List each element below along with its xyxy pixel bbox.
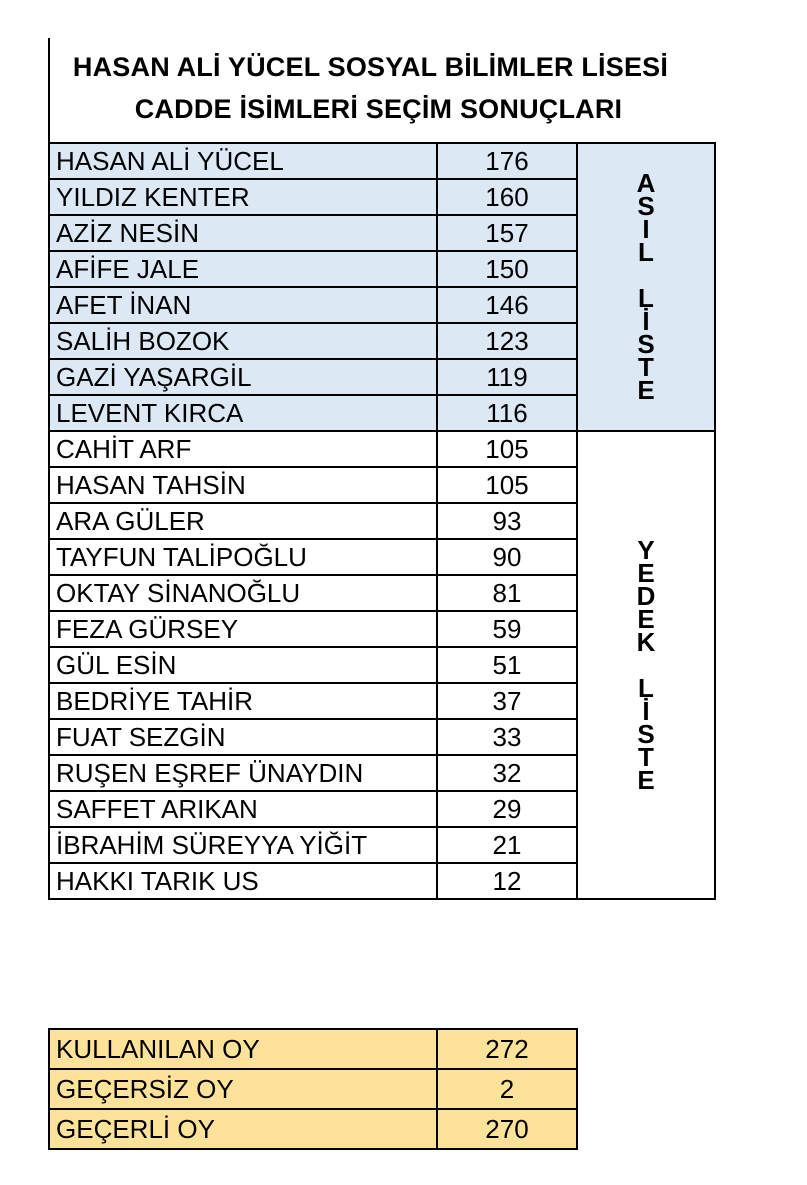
vote-count: 116 bbox=[437, 395, 577, 431]
vote-count: 12 bbox=[437, 863, 577, 899]
candidate-name: HAKKI TARIK US bbox=[49, 863, 437, 899]
candidate-name: GEÇERSİZ OY bbox=[49, 1069, 437, 1109]
vote-count: 119 bbox=[437, 359, 577, 395]
vote-count: 176 bbox=[437, 143, 577, 179]
candidate-name: CAHİT ARF bbox=[49, 431, 437, 467]
side-label-letter: E bbox=[637, 557, 655, 588]
candidate-name: SALİH BOZOK bbox=[49, 323, 437, 359]
vote-count: 32 bbox=[437, 755, 577, 791]
vote-count: 29 bbox=[437, 791, 577, 827]
vote-count: 90 bbox=[437, 539, 577, 575]
vote-count: 51 bbox=[437, 647, 577, 683]
side-label-letter: S bbox=[637, 718, 655, 749]
vote-count: 21 bbox=[437, 827, 577, 863]
candidate-name: HASAN TAHSİN bbox=[49, 467, 437, 503]
candidate-name: LEVENT KIRCA bbox=[49, 395, 437, 431]
asil-liste-label bbox=[577, 143, 715, 431]
side-label-letter: D bbox=[636, 580, 656, 611]
results-table bbox=[48, 142, 716, 900]
candidate-name: AZİZ NESİN bbox=[49, 215, 437, 251]
side-label-letter: İ bbox=[642, 306, 650, 336]
vote-count: 2 bbox=[437, 1069, 577, 1109]
vote-count: 33 bbox=[437, 719, 577, 755]
side-label-letter: E bbox=[637, 764, 655, 795]
candidate-name: KULLANILAN OY bbox=[49, 1029, 437, 1069]
vote-count: 150 bbox=[437, 251, 577, 287]
candidate-name: BEDRİYE TAHİR bbox=[49, 683, 437, 719]
side-label-letter: I bbox=[642, 214, 650, 244]
candidate-name: RUŞEN EŞREF ÜNAYDIN bbox=[49, 755, 437, 791]
side-label-letter: A bbox=[636, 168, 656, 198]
candidate-name: YILDIZ KENTER bbox=[49, 179, 437, 215]
candidate-name: OKTAY SİNANOĞLU bbox=[49, 575, 437, 611]
vote-count: 105 bbox=[437, 431, 577, 467]
table-row bbox=[49, 1069, 577, 1109]
side-label-letter: L bbox=[638, 237, 654, 267]
side-label-letter: K bbox=[636, 626, 656, 657]
vote-count: 146 bbox=[437, 287, 577, 323]
vote-count: 272 bbox=[437, 1029, 577, 1069]
candidate-name: GÜL ESİN bbox=[49, 647, 437, 683]
page-title: HASAN ALİ YÜCEL SOSYAL BİLİMLER LİSESİ bbox=[72, 52, 669, 82]
candidate-name: ARA GÜLER bbox=[49, 503, 437, 539]
vote-count: 160 bbox=[437, 179, 577, 215]
vote-totals-table bbox=[48, 1028, 578, 1150]
page-subtitle: CADDE İSİMLERİ SEÇİM SONUÇLARI bbox=[134, 94, 623, 124]
side-label-letter: L bbox=[638, 283, 654, 313]
vote-count: 157 bbox=[437, 215, 577, 251]
table-row bbox=[49, 1029, 577, 1069]
candidate-name: AFİFE JALE bbox=[49, 251, 437, 287]
yedek-liste-label bbox=[577, 431, 715, 899]
candidate-name: GAZİ YAŞARGİL bbox=[49, 359, 437, 395]
side-label-letter: Y bbox=[637, 534, 655, 565]
side-label-letter: L bbox=[638, 672, 654, 703]
vote-count: 59 bbox=[437, 611, 577, 647]
vote-count: 270 bbox=[437, 1109, 577, 1149]
side-label-letter: T bbox=[638, 352, 654, 382]
vote-count: 81 bbox=[437, 575, 577, 611]
table-row bbox=[49, 143, 715, 179]
vote-count: 93 bbox=[437, 503, 577, 539]
candidate-name: İBRAHİM SÜREYYA YİĞİT bbox=[49, 827, 437, 863]
table-row bbox=[49, 431, 715, 467]
candidate-name: FUAT SEZGİN bbox=[49, 719, 437, 755]
side-label-letter: E bbox=[637, 375, 655, 405]
candidate-name: AFET İNAN bbox=[49, 287, 437, 323]
vote-count: 105 bbox=[437, 467, 577, 503]
candidate-name: TAYFUN TALİPOĞLU bbox=[49, 539, 437, 575]
candidate-name: FEZA GÜRSEY bbox=[49, 611, 437, 647]
side-label-letter: S bbox=[637, 329, 655, 359]
vote-count: 37 bbox=[437, 683, 577, 719]
table-row bbox=[49, 1109, 577, 1149]
candidate-name: GEÇERLİ OY bbox=[49, 1109, 437, 1149]
candidate-name: HASAN ALİ YÜCEL bbox=[49, 143, 437, 179]
side-label-letter: İ bbox=[642, 695, 650, 726]
side-label-letter: T bbox=[638, 741, 654, 772]
side-label-letter: E bbox=[637, 603, 655, 634]
side-label-letter: S bbox=[637, 191, 655, 221]
vote-count: 123 bbox=[437, 323, 577, 359]
candidate-name: SAFFET ARIKAN bbox=[49, 791, 437, 827]
